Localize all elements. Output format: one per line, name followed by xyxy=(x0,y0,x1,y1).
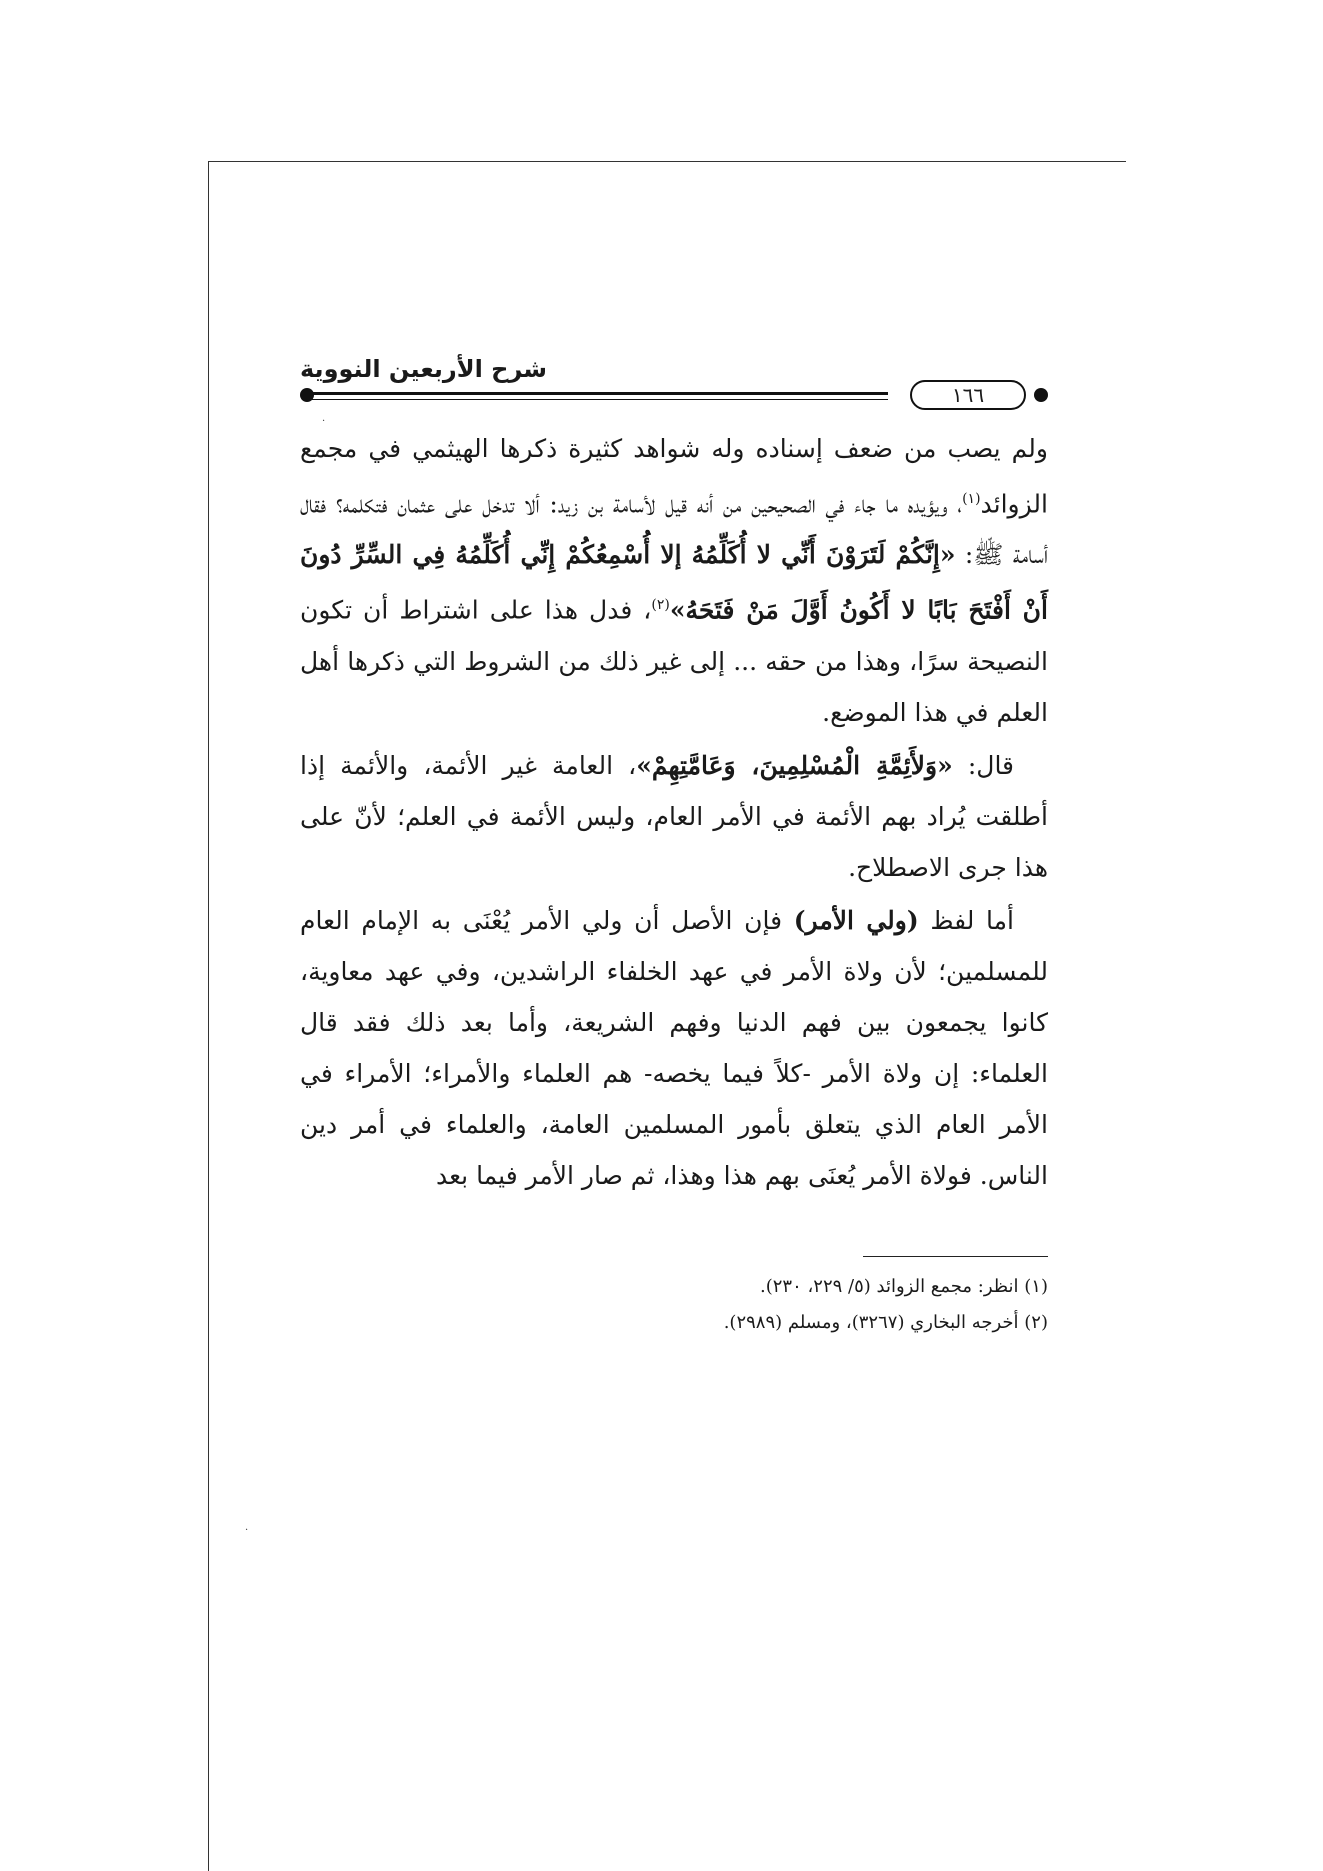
main-text xyxy=(300,423,1048,1201)
scan-border-left xyxy=(208,161,209,1871)
header-rule xyxy=(310,392,888,395)
text-run: ، العامة غير الأئمة، والأئمة إذا أطلقت يُراد بهم الأئمة في الأمر العام، وليس الأئمة في العلم؛ لأنّ على هذا جرى الاصطلاح. xyxy=(300,750,1048,882)
ornament-dot xyxy=(1034,388,1048,402)
page-number: ١٦٦ xyxy=(910,380,1026,410)
footnote-separator xyxy=(863,1256,1048,1257)
scan-speck: · xyxy=(322,416,326,427)
page-header xyxy=(300,355,1048,417)
footnote-ref: (٢) xyxy=(651,597,670,614)
ornament-dot xyxy=(300,388,314,402)
footnote-2: (٢) أخرجه البخاري (٣٢٦٧)، ومسلم (٢٩٨٩). xyxy=(723,1311,1048,1333)
footnote-1: (١) انظر: مجمع الزوائد (٥/ ٢٢٩، ٢٣٠). xyxy=(759,1275,1048,1297)
text-run: ولم يصب من ضعف إسناده وله شواهد كثيرة ذكرها الهيثمي في مجمع الزوائد xyxy=(300,434,1048,519)
text-run: قال: xyxy=(952,750,1015,780)
text-run: أما لفظ xyxy=(918,905,1014,935)
term-highlight: (ولي الأمر) xyxy=(793,905,919,935)
paragraph-2 xyxy=(300,740,1048,893)
hadith-quote: «إِنَّكُمْ لَتَرَوْنَ أَنِّي لا أُكَلِّمُهُ إلا أُسْمِعُكُمْ إِنِّي أُكَلِّمُهُ فِي السِّرِّ دُونَ أَنْ أَفْتَحَ بَابًا لا أَكُونُ أَوَّلَ مَنْ فَتَحَهُ» xyxy=(300,540,1048,625)
book-page xyxy=(300,355,1048,1341)
text-run: ، فدل هذا على اشتراط أن تكون النصيحة سرًا، وهذا من حقه ... إلى غير ذلك من الشروط التي ذكرها أهل العلم في هذا الموضع. xyxy=(300,595,1048,727)
text-run: ، ويؤيده ما جاء في الصحيحين من أنه قيل لأسامة بن زيد: ألا تدخل على عثمان فتكلمه؟ فقال أسامة ﷺ: xyxy=(300,489,1049,570)
paragraph-3 xyxy=(300,895,1048,1201)
footnotes xyxy=(300,1269,1048,1341)
text-run: فإن الأصل أن ولي الأمر يُعْنَى به الإمام العام للمسلمين؛ لأن ولاة الأمر في عهد الخلفاء الراشدين، وفي عهد معاوية، كانوا يجمعون بين فهم الدنيا وفهم الشريعة، وأما بعد ذلك فقد قال العلماء: إن ولاة الأمر -كلاً فيما يخصه- هم العلماء والأمراء؛ الأمراء في الأمر العام الذي يتعلق بأمور المسلمين العامة، والعلماء في أمر دين الناس. فولاة الأمر يُعنَى بهم هذا وهذا، ثم صار الأمر فيما بعد xyxy=(300,905,1048,1190)
running-title: شرح الأربعين النووية xyxy=(300,355,547,383)
paragraph-1 xyxy=(300,423,1048,738)
hadith-quote: «وَلأَئِمَّةِ الْمُسْلِمِينَ، وَعَامَّتِهِمْ» xyxy=(636,750,953,780)
header-rule xyxy=(310,399,888,400)
footnote-ref: (١) xyxy=(962,491,981,507)
scan-border-top xyxy=(208,161,1126,162)
scan-speck: · xyxy=(245,1525,249,1536)
